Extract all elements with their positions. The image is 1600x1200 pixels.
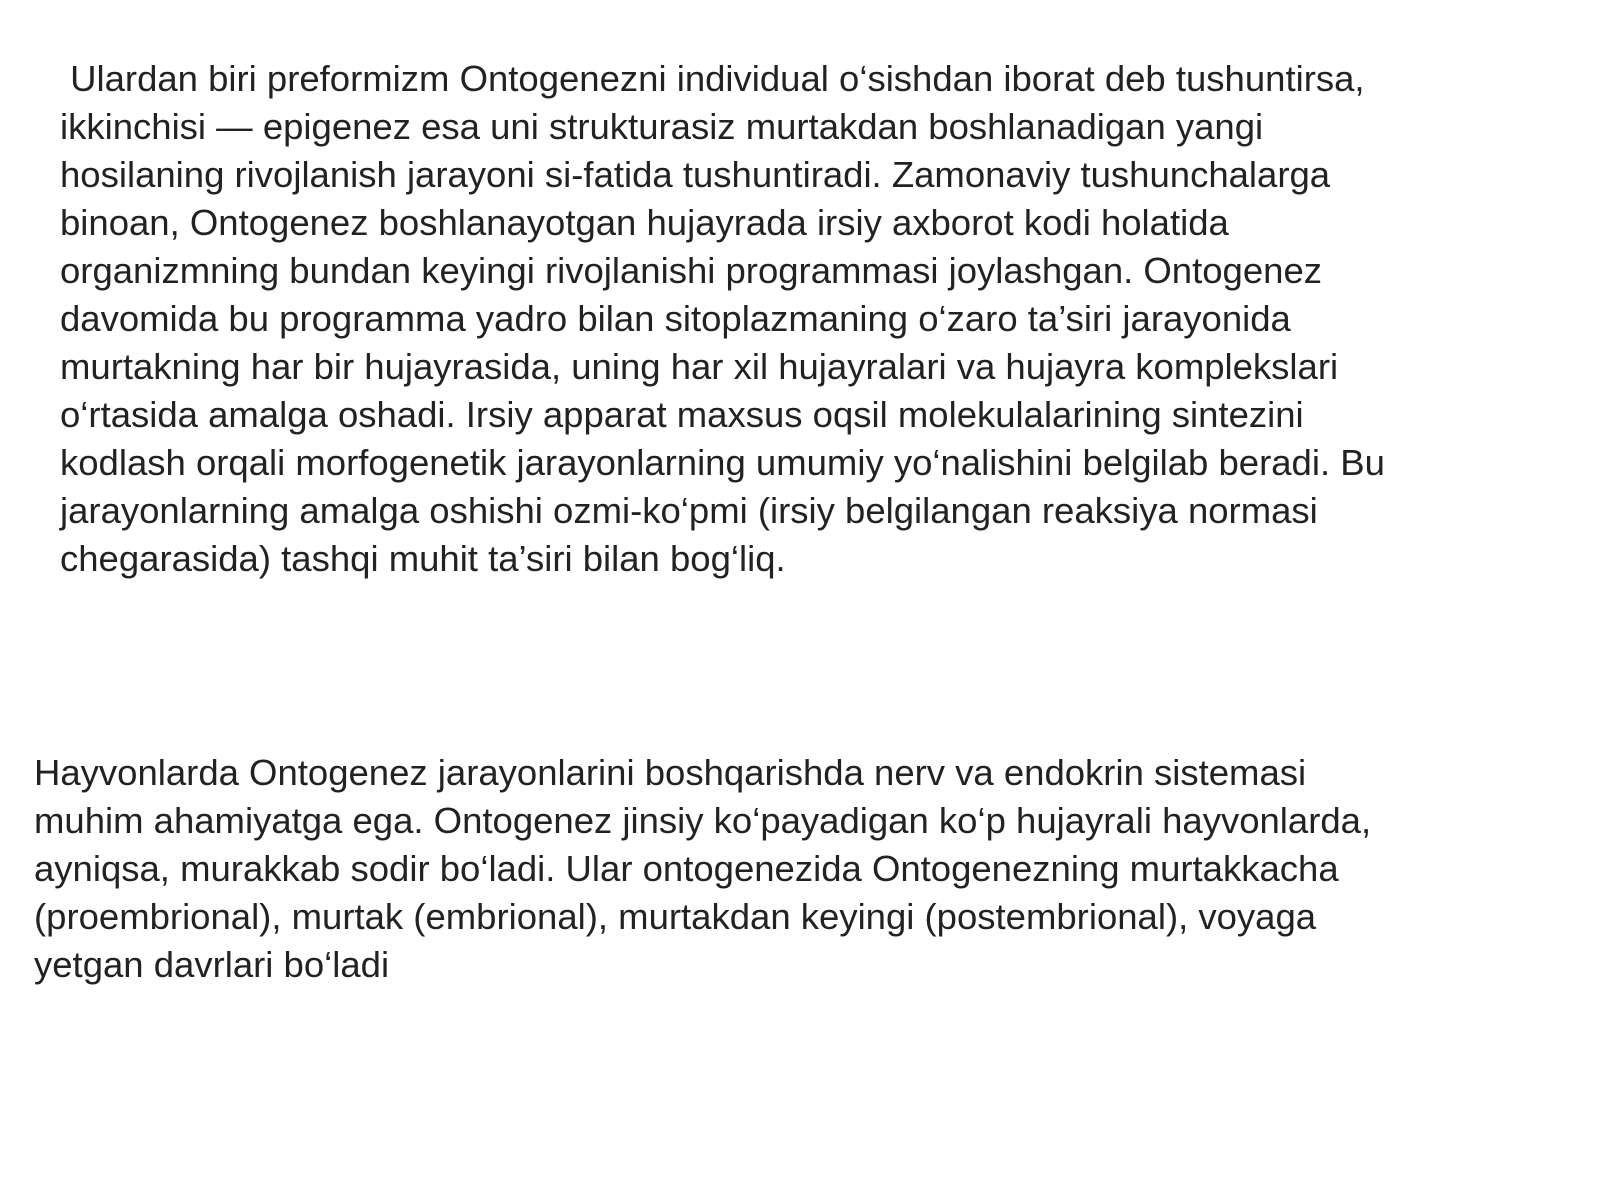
text-line: Ulardan biri preformizm Ontogenezni individual o‘sishdan iborat deb tushuntirsa, bbox=[60, 58, 1365, 99]
text-line: organizmning bundan keyingi rivojlanishi programmasi joylashgan. Ontogenez bbox=[60, 250, 1322, 291]
text-line: Hayvonlarda Ontogenez jarayonlarini boshqarishda nerv va endokrin sistemasi bbox=[34, 752, 1307, 793]
text-line: o‘rtasida amalga oshadi. Irsiy apparat maxsus oqsil molekulalarining sintezini bbox=[60, 394, 1304, 435]
text-line: yetgan davrlari bo‘ladi bbox=[34, 944, 390, 985]
text-line: (proembrional), murtak (embrional), murtakdan keyingi (postembrional), voyaga bbox=[34, 896, 1317, 937]
paragraph-ontogenesis-theories bbox=[60, 55, 1385, 583]
text-line: jarayonlarning amalga oshishi ozmi-ko‘pmi (irsiy belgilangan reaksiya normasi bbox=[60, 490, 1318, 531]
text-line: ikkinchisi — epigenez esa uni strukturasiz murtakdan boshlanadigan yangi bbox=[60, 106, 1264, 147]
text-line: hosilaning rivojlanish jarayoni si-fatida tushuntiradi. Zamonaviy tushunchalarga bbox=[60, 154, 1331, 195]
text-line: kodlash orqali morfogenetik jarayonlarning umumiy yo‘nalishini belgilab beradi. Bu bbox=[60, 442, 1385, 483]
text-line: murtakning har bir hujayrasida, uning har xil hujayralari va hujayra komplekslari bbox=[60, 346, 1339, 387]
text-line: binoan, Ontogenez boshlanayotgan hujayrada irsiy axborot kodi holatida bbox=[60, 202, 1229, 243]
text-line: davomida bu programma yadro bilan sitoplazmaning o‘zaro ta’siri jarayonida bbox=[60, 298, 1291, 339]
text-line: ayniqsa, murakkab sodir bo‘ladi. Ular ontogenezida Ontogenezning murtakkacha bbox=[34, 848, 1339, 889]
paragraph-animal-ontogenesis bbox=[34, 749, 1371, 989]
text-line: muhim ahamiyatga ega. Ontogenez jinsiy ko‘payadigan ko‘p hujayrali hayvonlarda, bbox=[34, 800, 1372, 841]
text-line: chegarasida) tashqi muhit ta’siri bilan bog‘liq. bbox=[60, 538, 786, 579]
